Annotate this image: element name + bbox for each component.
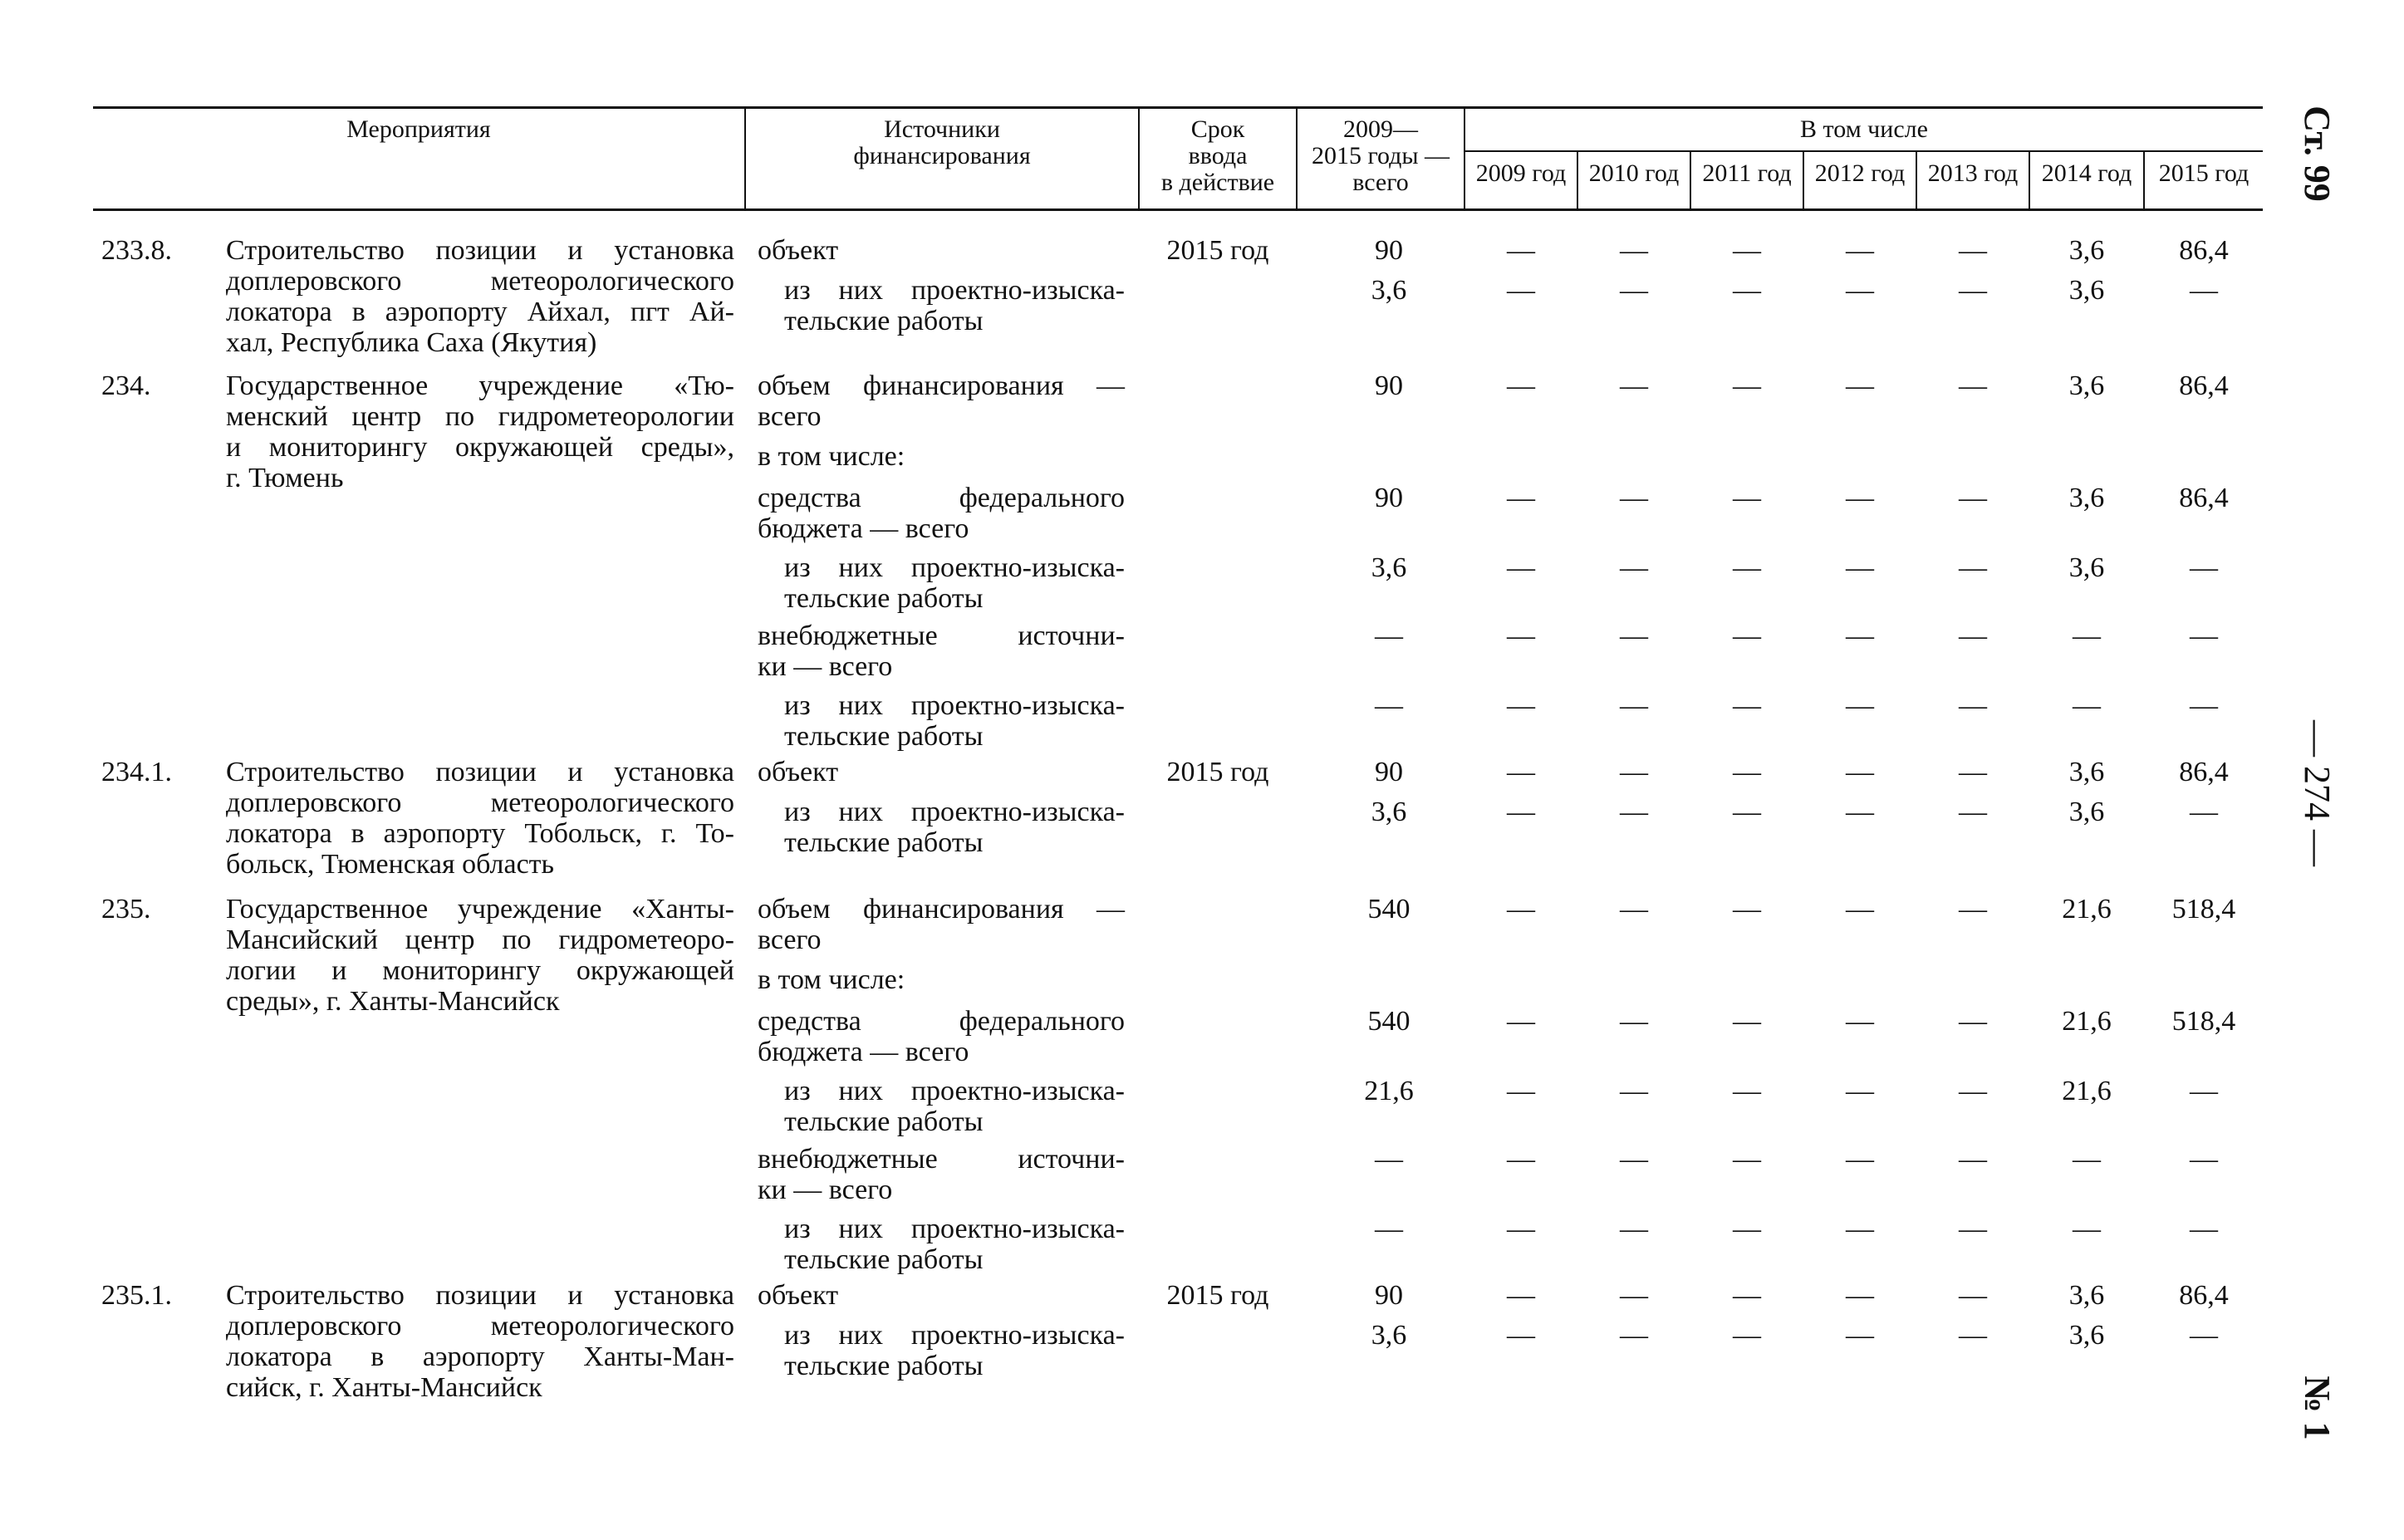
year-amount-2012: — [1846,275,1874,306]
year-amount-2015: 86,4 [2179,757,2229,787]
funding-source-line: средства федерального [758,483,1125,513]
year-amount-2012: — [1846,620,1874,651]
year-amount-2013: — [1959,1006,1987,1037]
year-amount-2010: — [1620,1214,1648,1244]
year-amount-2012: — [1846,235,1874,266]
year-amount-2015: — [2190,275,2218,306]
header-including-label: В том числе [1800,115,1928,143]
year-amount-2015: 518,4 [2171,894,2236,924]
year-amount-2009: — [1507,1076,1535,1106]
year-amount-2013: — [1959,235,1987,266]
year-amount-2013: — [1959,483,1987,513]
funding-source [784,1320,1125,1381]
total-amount: 3,6 [1371,797,1407,827]
row-description-line: Мансийский центр по гидрометеоро- [226,924,734,955]
funding-source-line: внебюджетные источни- [758,1144,1125,1175]
funding-source-line: из них проектно-изыска- [784,1214,1125,1244]
funding-source-line: из них проектно-изыска- [784,1076,1125,1106]
funding-source-line: ки — всего [758,651,893,682]
year-amount-2011: — [1733,275,1761,306]
total-amount: 90 [1375,757,1403,787]
commissioning-term: 2015 год [1166,1280,1269,1311]
year-amount-2011: — [1733,797,1761,827]
row-description-line: Строительство позиции и установка [226,757,734,787]
funding-source-line: тельские работы [784,583,984,614]
year-amount-2010: — [1620,1320,1648,1351]
year-amount-2012: — [1846,690,1874,721]
funding-source [784,1214,1125,1275]
total-amount: 90 [1375,235,1403,266]
funding-source-line: в том числе: [758,441,905,472]
funding-source-line: тельские работы [784,721,984,752]
year-amount-2013: — [1959,275,1987,306]
year-amount-2010: — [1620,275,1648,306]
header-events-label: Мероприятия [346,115,491,143]
table-top-rule [93,106,2263,109]
header-sources-line: финансирования [853,142,1031,169]
total-amount: 540 [1367,894,1411,924]
year-amount-2011: — [1733,620,1761,651]
year-amount-2012: — [1846,757,1874,787]
funding-source [758,894,1125,955]
page-margin-bottom [2297,1350,2338,1466]
funding-source [758,757,1125,787]
year-amount-2015: 86,4 [2179,370,2229,401]
year-amount-2010: — [1620,690,1648,721]
year-amount-2012: — [1846,1280,1874,1311]
funding-source [758,620,1125,682]
year-amount-2013: — [1959,1320,1987,1351]
funding-source [758,1280,1125,1311]
header-year-2010: 2010 год [1588,159,1680,187]
funding-source-line: объект [758,1280,839,1311]
funding-source-line: ки — всего [758,1175,893,1205]
funding-source-line: тельские работы [784,827,984,858]
year-amount-2012: — [1846,1144,1874,1175]
row-description [226,235,734,358]
year-amount-2010: — [1620,1006,1648,1037]
issue-number: № 1 [2297,1376,2338,1440]
funding-source-line: из них проектно-изыска- [784,552,1125,583]
year-amount-2011: — [1733,370,1761,401]
header-term-line: в действие [1160,169,1275,196]
year-amount-2011: — [1733,1144,1761,1175]
row-number: 235.1. [101,1280,172,1311]
margin-section-label: Ст. 99 [2297,105,2338,202]
header-term [1140,116,1296,196]
header-term-line: Срок [1190,115,1245,143]
year-amount-2014: 3,6 [2068,235,2105,266]
year-amount-2010: — [1620,370,1648,401]
year-amount-2014: — [2073,690,2101,721]
year-amount-2015: — [2190,797,2218,827]
year-amount-2011: — [1733,1006,1761,1037]
year-amount-2014: 3,6 [2068,1280,2105,1311]
funding-source [784,690,1125,752]
year-amount-2014: 3,6 [2068,797,2105,827]
row-description-line: локатора в аэропорту Айхал, пгт Ай- [226,297,734,327]
row-description-line: доплеровского метеорологического [226,1311,734,1341]
year-amount-2011: — [1733,552,1761,583]
year-amount-2012: — [1846,483,1874,513]
header-year-2013: 2013 год [1927,159,2019,187]
header-year-2015: 2015 год [2158,159,2249,187]
year-amount-2013: — [1959,690,1987,721]
header-total [1298,116,1464,196]
row-description-line: доплеровского метеорологического [226,787,734,818]
total-amount: 90 [1375,483,1403,513]
funding-source-line: объем финансирования — [758,370,1125,401]
year-amount-2009: — [1507,620,1535,651]
year-amount-2014: 3,6 [2068,1320,2105,1351]
year-amount-2011: — [1733,1076,1761,1106]
funding-source-line: объект [758,235,839,266]
funding-source-line: тельские работы [784,1244,984,1275]
year-amount-2014: 21,6 [2062,1006,2112,1037]
header-term-line: ввода [1188,142,1248,169]
row-number: 234. [101,370,151,401]
row-description-line: Государственное учреждение «Ханты- [226,894,734,924]
funding-source [784,275,1125,336]
year-amount-2011: — [1733,1280,1761,1311]
year-amount-2014: 3,6 [2068,275,2105,306]
funding-source [758,441,1125,472]
funding-source [758,483,1125,544]
year-amount-2015: — [2190,1144,2218,1175]
row-number: 234.1. [101,757,172,787]
funding-source-line: бюджета — всего [758,513,969,544]
total-amount: 3,6 [1371,1320,1407,1351]
year-amount-2013: — [1959,757,1987,787]
year-amount-2010: — [1620,1144,1648,1175]
year-amount-2009: — [1507,1214,1535,1244]
header-year-2009: 2009 год [1475,159,1567,187]
year-amount-2013: — [1959,894,1987,924]
total-amount: — [1375,1144,1403,1175]
row-description-line: сийск, г. Ханты-Мансийск [226,1372,542,1403]
year-amount-2014: 3,6 [2068,552,2105,583]
header-total-line: 2015 годы — [1311,142,1450,169]
header-total-line: 2009— [1343,115,1418,143]
year-amount-2010: — [1620,757,1648,787]
year-amount-2009: — [1507,757,1535,787]
total-amount: — [1375,620,1403,651]
header-including [1465,116,2263,143]
year-amount-2011: — [1733,690,1761,721]
year-amount-2015: — [2190,552,2218,583]
year-amount-2014: — [2073,1214,2101,1244]
funding-source-line: объект [758,757,839,787]
funding-source [758,370,1125,432]
year-amount-2009: — [1507,797,1535,827]
total-amount: 21,6 [1364,1076,1414,1106]
year-amount-2009: — [1507,690,1535,721]
year-amount-2015: — [2190,1320,2218,1351]
row-description-line: среды», г. Ханты-Мансийск [226,986,560,1017]
year-amount-2014: — [2073,1144,2101,1175]
year-amount-2012: — [1846,1214,1874,1244]
funding-source-line: из них проектно-изыска- [784,1320,1125,1351]
year-amount-2012: — [1846,1320,1874,1351]
year-amount-2011: — [1733,483,1761,513]
funding-source [758,235,1125,266]
year-amount-2009: — [1507,894,1535,924]
total-amount: 90 [1375,1280,1403,1311]
funding-source [758,964,1125,995]
year-amount-2015: 86,4 [2179,1280,2229,1311]
year-amount-2011: — [1733,1214,1761,1244]
year-amount-2013: — [1959,370,1987,401]
year-amount-2013: — [1959,620,1987,651]
row-description-line: менский центр по гидрометеорологии [226,401,734,432]
year-amount-2009: — [1507,1280,1535,1311]
funding-source [758,1144,1125,1205]
header-bottom-rule [93,208,2263,211]
year-amount-2013: — [1959,797,1987,827]
row-description [226,1280,734,1403]
row-description-line: хал, Республика Саха (Якутия) [226,327,597,358]
year-amount-2010: — [1620,483,1648,513]
funding-source [784,552,1125,614]
year-amount-2011: — [1733,757,1761,787]
funding-source-line: всего [758,401,822,432]
year-amount-2013: — [1959,552,1987,583]
year-amount-2012: — [1846,894,1874,924]
year-amount-2015: — [2190,1214,2218,1244]
header-sources-line: Источники [884,115,1000,143]
year-amount-2009: — [1507,1320,1535,1351]
funding-source [758,1006,1125,1067]
page-margin-middle [2297,694,2338,893]
year-amount-2013: — [1959,1280,1987,1311]
year-amount-2014: 3,6 [2068,483,2105,513]
row-description-line: Государственное учреждение «Тю- [226,370,734,401]
year-amount-2014: 3,6 [2068,370,2105,401]
row-description-line: Строительство позиции и установка [226,1280,734,1311]
header-sources [746,116,1138,169]
header-year-2011: 2011 год [1702,159,1792,187]
year-amount-2013: — [1959,1076,1987,1106]
row-description-line: логии и мониторингу окружающей [226,955,734,986]
total-amount: 540 [1367,1006,1411,1037]
year-amount-2015: — [2190,1076,2218,1106]
year-amount-2010: — [1620,235,1648,266]
year-amount-2014: 21,6 [2062,1076,2112,1106]
year-amount-2009: — [1507,370,1535,401]
page-margin-top [2297,79,2338,228]
funding-source-line: тельские работы [784,1106,984,1137]
year-amount-2009: — [1507,235,1535,266]
year-amount-2014: — [2073,620,2101,651]
year-amount-2010: — [1620,894,1648,924]
year-amount-2015: 518,4 [2171,1006,2236,1037]
year-amount-2009: — [1507,483,1535,513]
year-amount-2012: — [1846,552,1874,583]
funding-source-line: всего [758,924,822,955]
total-amount: — [1375,1214,1403,1244]
funding-source-line: из них проектно-изыска- [784,797,1125,827]
total-amount: — [1375,690,1403,721]
year-amount-2014: 21,6 [2062,894,2112,924]
row-number: 235. [101,894,151,924]
year-amount-2010: — [1620,1280,1648,1311]
year-amount-2010: — [1620,1076,1648,1106]
year-amount-2015: — [2190,690,2218,721]
year-amount-2012: — [1846,1006,1874,1037]
year-amount-2015: 86,4 [2179,483,2229,513]
year-amount-2009: — [1507,275,1535,306]
row-description [226,894,734,1017]
year-amount-2013: — [1959,1144,1987,1175]
funding-source-line: средства федерального [758,1006,1125,1037]
year-amount-2010: — [1620,552,1648,583]
year-amount-2011: — [1733,1320,1761,1351]
row-description-line: Строительство позиции и установка [226,235,734,266]
year-amount-2012: — [1846,797,1874,827]
header-year-2012: 2012 год [1814,159,1906,187]
year-amount-2009: — [1507,1144,1535,1175]
row-description-line: локатора в аэропорту Ханты-Ман- [226,1341,734,1372]
row-description [226,370,734,493]
commissioning-term: 2015 год [1166,235,1269,266]
funding-source-line: тельские работы [784,306,984,336]
header-total-line: всего [1352,169,1409,196]
row-description-line: г. Тюмень [226,463,344,493]
year-amount-2015: 86,4 [2179,235,2229,266]
funding-source-line: из них проектно-изыска- [784,690,1125,721]
funding-source-line: бюджета — всего [758,1037,969,1067]
header-events [93,116,744,143]
row-description-line: доплеровского метеорологического [226,266,734,297]
year-amount-2011: — [1733,235,1761,266]
total-amount: 3,6 [1371,552,1407,583]
year-amount-2009: — [1507,552,1535,583]
row-description-line: и мониторингу окружающей среды», [226,432,734,463]
year-amount-2012: — [1846,370,1874,401]
funding-source [784,1076,1125,1137]
year-amount-2009: — [1507,1006,1535,1037]
row-description-line: локатора в аэропорту Тобольск, г. То- [226,818,734,849]
year-amount-2015: — [2190,620,2218,651]
row-number: 233.8. [101,235,172,266]
header-year-2014: 2014 год [2041,159,2132,187]
total-amount: 90 [1375,370,1403,401]
year-amount-2011: — [1733,894,1761,924]
year-amount-2014: 3,6 [2068,757,2105,787]
funding-source-line: объем финансирования — [758,894,1125,924]
year-amount-2010: — [1620,797,1648,827]
year-amount-2013: — [1959,1214,1987,1244]
funding-source-line: внебюджетные источни- [758,620,1125,651]
funding-source [784,797,1125,858]
funding-source-line: в том числе: [758,964,905,995]
row-description [226,757,734,880]
year-amount-2010: — [1620,620,1648,651]
page-number: — 274 — [2297,720,2338,866]
commissioning-term: 2015 год [1166,757,1269,787]
total-amount: 3,6 [1371,275,1407,306]
funding-source-line: тельские работы [784,1351,984,1381]
funding-source-line: из них проектно-изыска- [784,275,1125,306]
year-amount-2012: — [1846,1076,1874,1106]
row-description-line: больск, Тюменская область [226,849,555,880]
